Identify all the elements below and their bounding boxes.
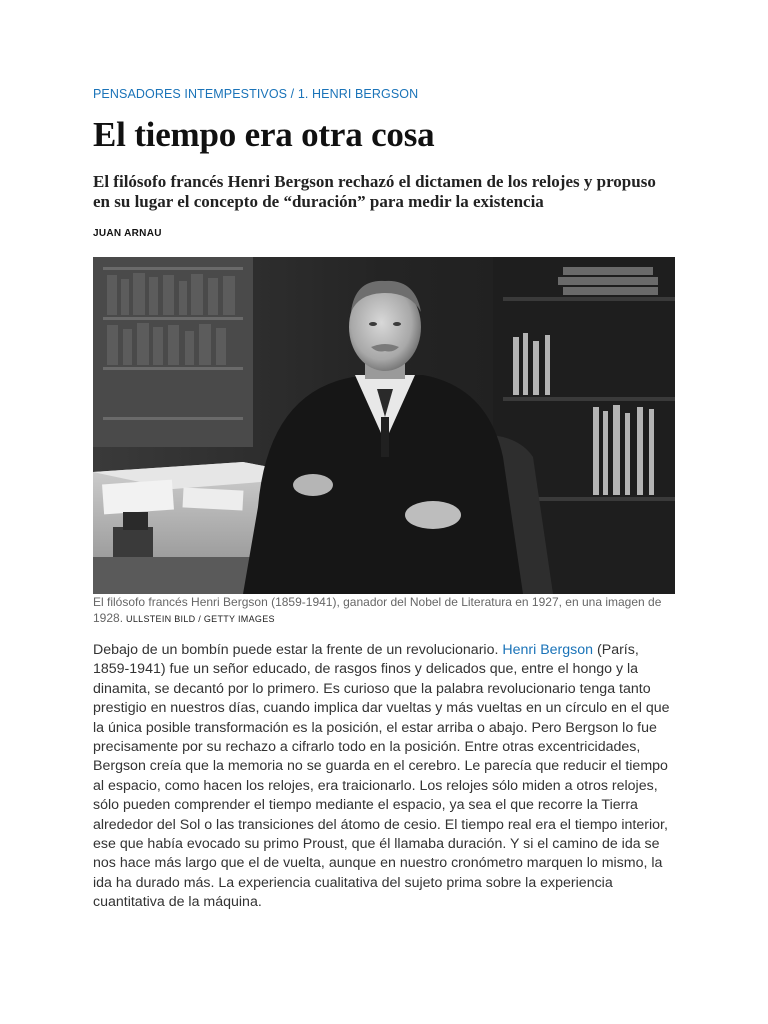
kicker-separator: / bbox=[287, 87, 298, 101]
kicker-series-link[interactable]: 1. HENRI BERGSON bbox=[297, 87, 419, 101]
kicker-section-link[interactable]: PENSADORES INTEMPESTIVOS bbox=[93, 87, 288, 101]
henri-bergson-link[interactable]: Henri Bergson bbox=[502, 642, 594, 658]
article-body bbox=[93, 641, 675, 913]
photo-caption bbox=[93, 595, 675, 627]
body-rest: (París, 1859-1941) fue un señor educado, de rasgos finos y delicados que, entre el hongo y la dinamita, se decantó por lo primero. Es curioso que la palabra revolucionario tenga tanto prestigio en nuestros días, cuando implica dar vueltas y más vueltas en un círculo en el que la única posible transformación es la posición, el estar arriba o abajo. Pero Bergson lo fue precisamente por su rechazo a cifrarlo todo en la posición. Entre otras excentricidades, Bergson creía que la memoria no se guarda en el cerebro. Le parecía que reducir el tiempo al espacio, como hacen los relojes, era traicionarlo. Los relojes sólo miden a otros relojes, sólo pueden comprender el tiempo mediante el espacio, ya sea el que recorre la Tierra alrededor del Sol o las transiciones del átomo de cesio. El tiempo real era el tiempo interior, ese que había evocado su primo Proust, que él llamaba duración. Y si el camino de ida se nos hace más largo que el de vuelta, aunque en nuestro cronómetro marquen lo mismo, la ida ha durado más. La experiencia cualitativa del sujeto prima sobre la experiencia cuantitativa de la máquina. bbox=[93, 642, 670, 911]
photo-credit: ULLSTEIN BILD / GETTY IMAGES bbox=[126, 613, 275, 624]
photo-illustration bbox=[93, 257, 675, 594]
byline-author[interactable]: JUAN ARNAU bbox=[93, 228, 162, 239]
section-kicker bbox=[93, 87, 418, 101]
body-intro: Debajo de un bombín puede estar la frente de un revolucionario. bbox=[93, 642, 503, 658]
article-photo bbox=[93, 257, 675, 594]
deck-subtitle: El filósofo francés Henri Bergson rechazó el dictamen de los relojes y propuso en su lugar el concepto de “duración” para medir la existencia bbox=[93, 172, 656, 211]
headline: El tiempo era otra cosa bbox=[93, 115, 435, 154]
caption-text: El filósofo francés Henri Bergson (1859-1941), ganador del Nobel de Literatura en 1927, en una imagen de 1928. bbox=[93, 595, 662, 625]
